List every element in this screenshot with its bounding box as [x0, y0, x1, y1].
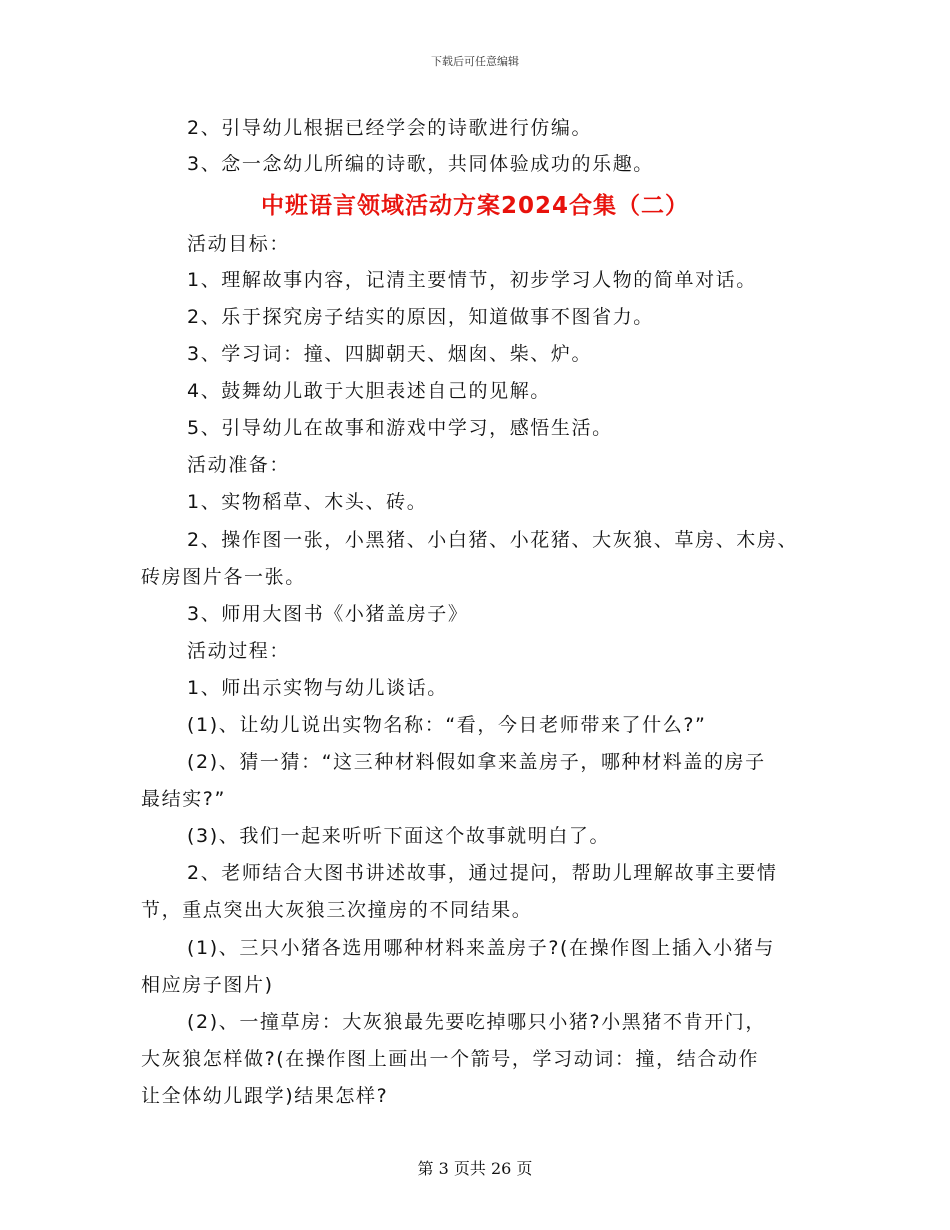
section-title: 中班语言领域活动方案2024合集（二）	[260, 193, 689, 219]
section-heading: 活动过程：	[187, 640, 291, 662]
section-heading: 活动目标：	[187, 233, 291, 255]
paragraph-line: 相应房子图片)	[141, 974, 274, 996]
paragraph-line: (2)、一撞草房：大灰狼最先要吃掉哪只小猪?小黑猪不肯开门，	[187, 1011, 766, 1033]
paragraph-line: 1、师出示实物与幼儿谈话。	[187, 677, 448, 699]
section-heading: 活动准备：	[187, 454, 291, 476]
paragraph-line: 大灰狼怎样做?(在操作图上画出一个箭号，学习动词：撞，结合动作	[141, 1048, 760, 1070]
paragraph-line: 4、鼓舞幼儿敢于大胆表述自己的见解。	[187, 380, 551, 402]
paragraph-line: 5、引导幼儿在故事和游戏中学习，感悟生活。	[187, 417, 613, 439]
paragraph-line: (1)、让幼儿说出实物名称：“看，今日老师带来了什么?”	[187, 714, 707, 736]
paragraph-line: (3)、我们一起来听听下面这个故事就明白了。	[187, 825, 611, 847]
paragraph-line: (1)、三只小猪各选用哪种材料来盖房子?(在操作图上插入小猪与	[187, 937, 776, 959]
paragraph-line: 最结实?”	[141, 788, 226, 810]
paragraph-line: 2、老师结合大图书讲述故事，通过提问，帮助儿理解故事主要情	[187, 862, 778, 884]
paragraph-line: 2、乐于探究房子结实的原因，知道做事不图省力。	[187, 306, 654, 328]
page-footer: 第 3 页共 26 页	[417, 1159, 533, 1178]
paragraph-line: 3、师用大图书《小猪盖房子》	[187, 603, 469, 625]
paragraph-line: 1、实物稻草、木头、砖。	[187, 491, 428, 513]
paragraph-line: 1、理解故事内容，记清主要情节，初步学习人物的简单对话。	[187, 269, 757, 291]
paragraph-line: 3、学习词：撞、四脚朝天、烟囱、柴、炉。	[187, 343, 593, 365]
paragraph-line: 节，重点突出大灰狼三次撞房的不同结果。	[141, 899, 533, 921]
paragraph-line: 2、引导幼儿根据已经学会的诗歌进行仿编。	[187, 117, 593, 139]
page-header: 下载后可任意编辑	[431, 55, 519, 68]
paragraph-line: 让全体幼儿跟学)结果怎样?	[141, 1085, 389, 1107]
paragraph-line: 砖房图片各一张。	[141, 566, 306, 588]
paragraph-line: 2、操作图一张，小黑猪、小白猪、小花猪、大灰狼、草房、木房、	[187, 529, 799, 551]
paragraph-line: (2)、猜一猜：“这三种材料假如拿来盖房子，哪种材料盖的房子	[187, 751, 766, 773]
paragraph-line: 3、念一念幼儿所编的诗歌，共同体验成功的乐趣。	[187, 153, 654, 175]
